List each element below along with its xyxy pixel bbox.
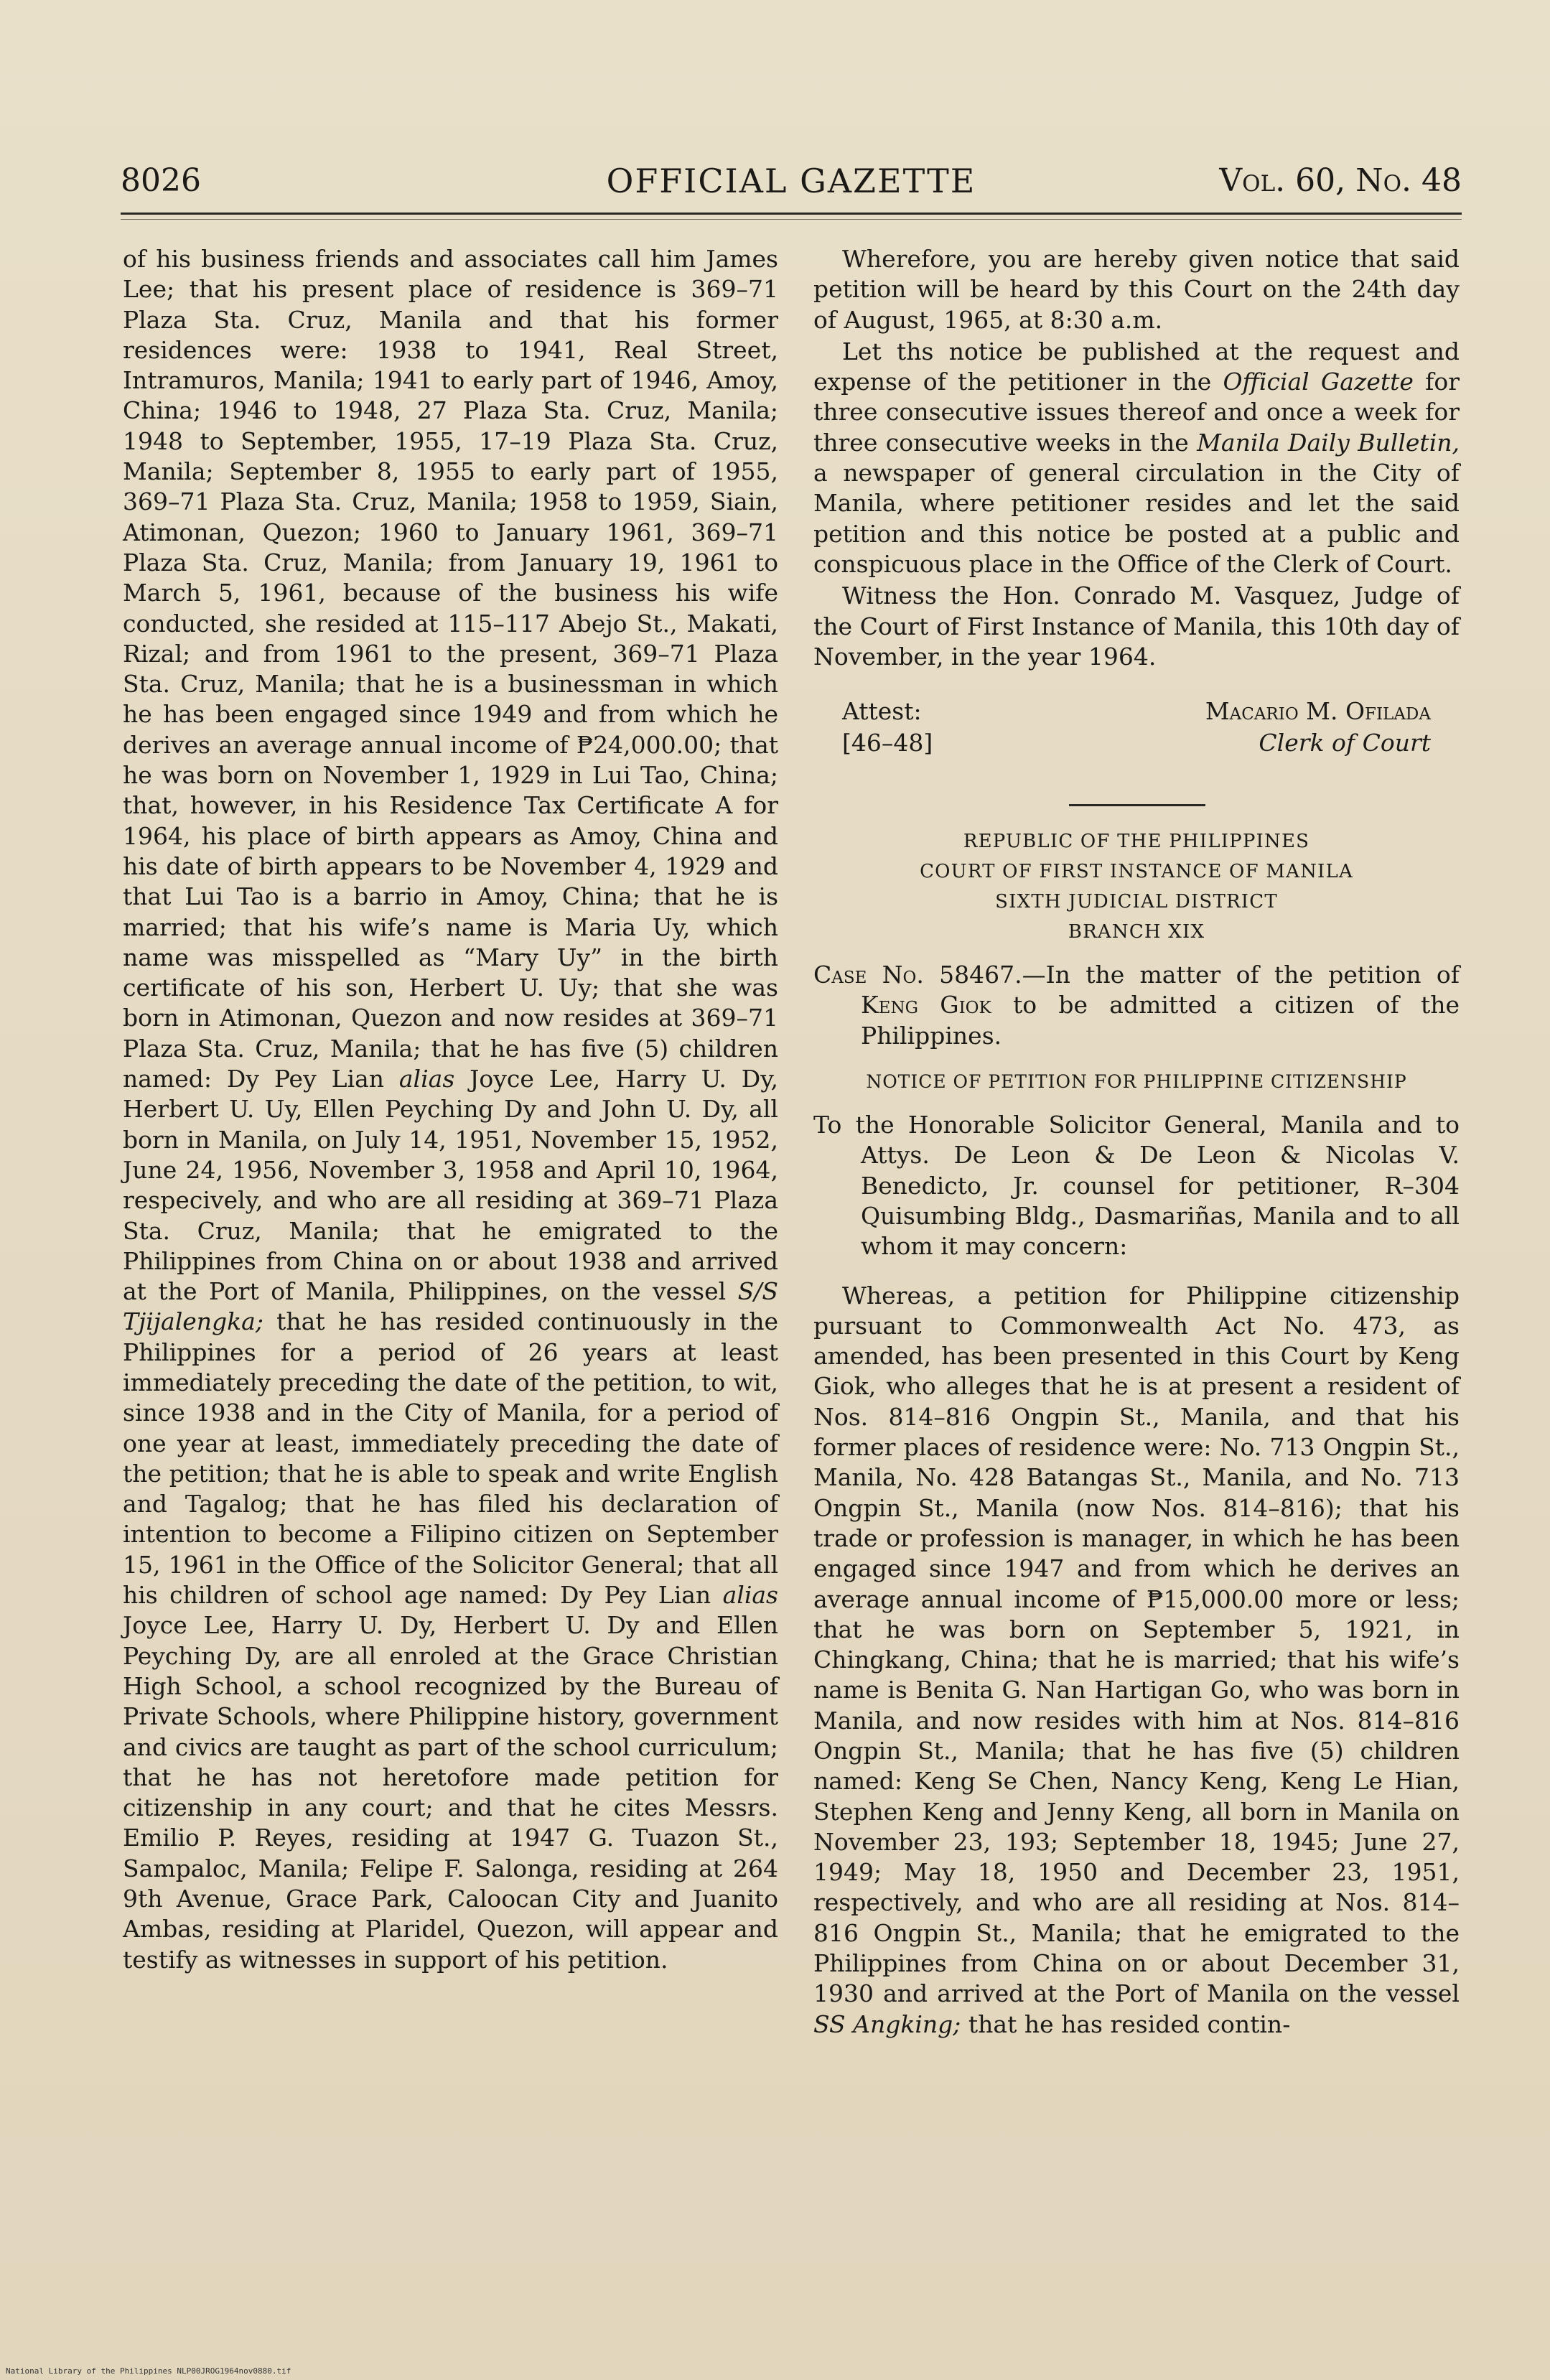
- para-text-3: that he has resided continuously in the Philippines for a period of 26 years at least immediately preceding the date of the petition, to wit, since 1938 and in the City of Manila, for a period of one year at least, immediately preceding the date of the petition; that he is able to speak and write English and Tagalog; that he has filed his declaration of intention to become a Filipino citizen on September 15, 1961 in the Office of the Solicitor General; that all his children of school age named: Dy Pey Lian: [123, 1307, 779, 1610]
- scan-footer: National Library of the Philippines NLP00JROG1964nov0880.tif: [6, 2366, 291, 2376]
- para-text-4: Joyce Lee, Harry U. Dy, Herbert U. Dy and Ellen Peyching Dy, are all enroled at the Grace Christian High School, a school recognized by the Bureau of Private Schools, where Philippine history, government and civics are taught as part of the school curriculum; that he has not heretofore made petition for citizenship in any court; and that he cites Messrs. Emilio P. Reyes, residing at 1947 G. Tuazon St., Sampaloc, Manila; Felipe F. Salonga, residing at 264 9th Avenue, Grace Park, Caloocan City and Juanito Ambas, residing at Plaridel, Quezon, will appear and testify as witnesses in support of his petition.: [123, 1611, 778, 1974]
- whereas-paragraph: [813, 1281, 1460, 2040]
- clerk-name: Macario M. Ofilada: [1205, 697, 1431, 726]
- page-number: 8026: [121, 162, 201, 199]
- petition-continuation-paragraph: [123, 244, 778, 1975]
- notice-title: NOTICE OF PETITION FOR PHILIPPINE CITIZENSHIP: [866, 1071, 1407, 1093]
- court-heading-district: SIXTH JUDICIAL DISTRICT: [995, 891, 1278, 913]
- order-text-2: for three consecutive issues thereof and once a week for three consecutive weeks in the: [813, 368, 1460, 457]
- header-rule-thin: [121, 219, 1462, 220]
- case-caption: [813, 960, 1460, 1051]
- page-header: [121, 159, 1462, 202]
- alias-word-2: alias: [722, 1581, 778, 1610]
- left-column: [123, 244, 778, 1975]
- witness-paragraph: Witness the Hon. Conrado M. Vasquez, Judge of the Court of First Instance of Manila, this 10th day of November, in the year 1964.: [813, 582, 1460, 671]
- publication-order-paragraph: [813, 337, 1460, 579]
- official-gazette-ref: Official Gazette: [1223, 368, 1414, 396]
- case-text-2: to be admitted a citizen of the Philippines.: [861, 991, 1460, 1050]
- whereas-text-2: that he has resided contin-: [968, 2010, 1291, 2038]
- case-text-1: —In the matter of the petition of: [1022, 961, 1460, 989]
- section-divider: [1069, 804, 1205, 806]
- publication-title: OFFICIAL GAZETTE: [606, 162, 976, 200]
- attest-label: Attest:: [842, 697, 922, 726]
- volume-number: Vol. 60, No. 48: [1219, 162, 1462, 199]
- vessel-name: S/S Tjijalengka;: [123, 1277, 778, 1336]
- para-text-1: of his business friends and associates call him James Lee; that his present place of residence is 369–71 Plaza Sta. Cruz, Manila and that his former residences were: 1938 to 1941, Real Street, Intramuros, Manila; 1941 to early part of 1946, Amoy, China; 1946 to 1948, 27 Plaza Sta. Cruz, Manila; 1948 to September, 1955, 17–19 Plaza Sta. Cruz, Manila; September 8, 1955 to early part of 1955, 369–71 Plaza Sta. Cruz, Manila; 1958 to 1959, Siain, Atimonan, Quezon; 1960 to January 1961, 369–71 Plaza Sta. Cruz, Manila; from January 19, 1961 to March 5, 1961, because of the business his wife conducted, she resided at 115–117 Abejo St., Makati, Rizal; and from 1961 to the present, 369–71 Plaza Sta. Cruz, Manila; that he is a businessman in which he has been engaged since 1949 and from which he derives an average annual income of ₱24,000.00; that he was born on November 1, 1929 in Lui Tao, China; that, however, in his Residence Tax Certificate A for 1964, his place of birth appears as Amoy, China and his date of birth appears to be November 4, 1929 and that Lui Tao is a barrio in Amoy, China; that he is married; that his wife’s name is Maria Uy, which name was misspelled as “Mary Uy” in the birth certificate of his son, Herbert U. Uy; that she was born in Atimonan, Quezon and now resides at 369–71 Plaza Sta. Cruz, Manila; that he has five (5) children named: Dy Pey Lian: [123, 245, 778, 1093]
- alias-word: alias: [398, 1065, 455, 1093]
- clerk-title: Clerk of Court: [1259, 729, 1431, 757]
- vessel-name-2: SS Angking;: [813, 2010, 961, 2038]
- right-column: [813, 244, 1460, 2040]
- attestation-block: [813, 696, 1460, 761]
- order-text-3: a newspaper of general circulation in the City of Manila, where petitioner resides and let the said petition and this notice be posted at a public and conspicuous place in the Office of the Clerk of Court.: [813, 459, 1460, 578]
- court-heading-court: COURT OF FIRST INSTANCE OF MANILA: [920, 861, 1353, 883]
- court-heading-branch: BRANCH XIX: [1068, 921, 1205, 943]
- para-text-2: Joyce Lee, Harry U. Dy, Herbert U. Uy, Ellen Peyching Dy and John U. Dy, all born in Manila, on July 14, 1951, November 15, 1952, June 24, 1956, November 3, 1958 and April 10, 1964, respecively, and who are all residing at 369–71 Plaza Sta. Cruz, Manila; that he emigrated to the Philippines from China on or about 1938 and arrived at the Port of Manila, Philippines, on the vessel: [123, 1065, 778, 1306]
- wherefore-paragraph: Wherefore, you are hereby given notice that said petition will be heard by this Court on the 24th day of August, 1965, at 8:30 a.m.: [813, 245, 1460, 334]
- addressee-paragraph: To the Honorable Solicitor General, Manila and to Attys. De Leon & De Leon & Nicolas V. Benedicto, Jr. counsel for petitioner, R–304 Quisumbing Bldg., Dasmariñas, Manila and to all whom it may concern:: [813, 1111, 1460, 1261]
- case-number: Case No. 58467.: [813, 961, 1022, 989]
- petitioner-name: Keng Giok: [861, 991, 991, 1019]
- manila-daily-bulletin-ref: Manila Daily Bulletin,: [1197, 428, 1460, 457]
- court-heading-republic: REPUBLIC OF THE PHILIPPINES: [963, 831, 1310, 853]
- header-rule: [121, 213, 1462, 215]
- order-text-1: Let ths notice be published at the request and expense of the petitioner in the: [813, 337, 1460, 396]
- issue-reference: [46–48]: [842, 729, 933, 757]
- whereas-text-1: Whereas, a petition for Philippine citizenship pursuant to Commonwealth Act No. 473, as amended, has been presented in this Court by Keng Giok, who alleges that he is at present a resident of Nos. 814–816 Ongpin St., Manila, and that his former places of residence were: No. 713 Ongpin St., Manila, No. 428 Batangas St., Manila, and No. 713 Ongpin St., Manila (now Nos. 814–816); that his trade or profession is manager, in which he has been engaged since 1947 and from which he derives an average annual income of ₱15,000.00 more or less; that he was born on September 5, 1921, in Chingkang, China; that he is married; that his wife’s name is Benita G. Nan Hartigan Go, who was born in Manila, and now resides with him at Nos. 814–816 Ongpin St., Manila; that he has five (5) children named: Keng Se Chen, Nancy Keng, Keng Le Hian, Stephen Keng and Jenny Keng, all born in Manila on November 23, 193; September 18, 1945; June 27, 1949; May 18, 1950 and December 23, 1951, respectively, and who are all residing at Nos. 814–816 Ongpin St., Manila; that he emigrated to the Philippines from China on or about December 31, 1930 and arrived at the Port of Manila on the vessel: [813, 1281, 1460, 2008]
